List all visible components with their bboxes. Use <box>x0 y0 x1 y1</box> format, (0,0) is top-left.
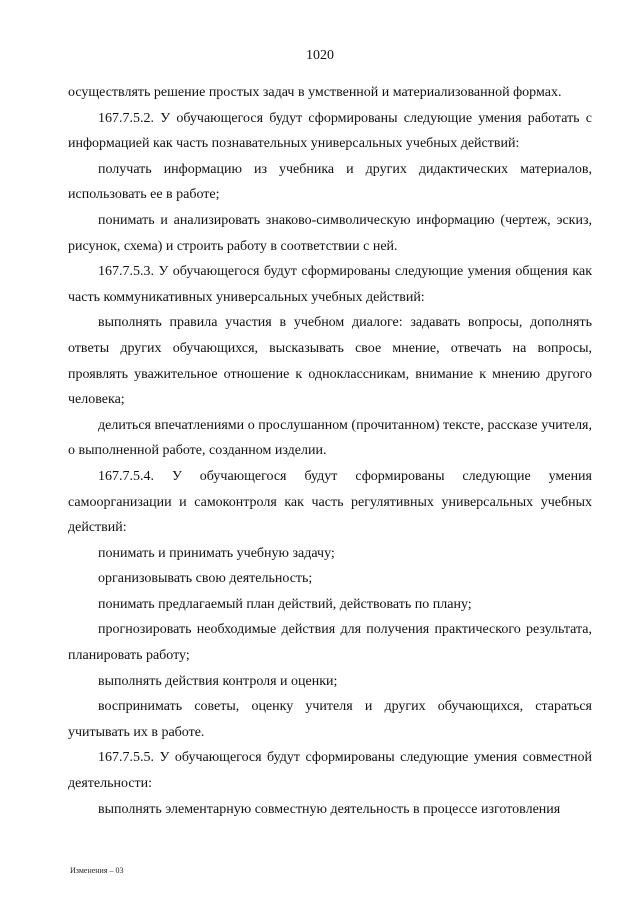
revision-footer: Изменения – 03 <box>70 866 124 875</box>
section-paragraph-167-7-5-4: 167.7.5.4. У обучающегося будут сформированы следующие умения самоорганизации и самоконтроля как часть регулятивных универсальных учебных действий: <box>68 468 592 536</box>
paragraph: осуществлять решение простых задач в умственной и материализованной формах. <box>68 85 562 100</box>
section-paragraph-167-7-5-3: 167.7.5.3. У обучающегося будут сформированы следующие умения общения как часть коммуникативных универсальных учебных действий: <box>68 264 592 305</box>
page-number: 1020 <box>306 48 334 63</box>
document-body <box>68 80 592 822</box>
section-paragraph-167-7-5-5: 167.7.5.5. У обучающегося будут сформированы следующие умения совместной деятельности: <box>68 750 592 792</box>
list-item: воспринимать советы, оценку учителя и других обучающихся, стараться учитывать их в работе. <box>68 699 592 740</box>
list-item: выполнять действия контроля и оценки; <box>98 673 338 689</box>
list-item: организовывать свою деятельность; <box>98 571 313 587</box>
list-item: понимать и принимать учебную задачу; <box>98 545 335 561</box>
list-item: понимать предлагаемый план действий, действовать по плану; <box>98 596 472 612</box>
list-item: прогнозировать необходимые действия для получения практического результата, планировать работу; <box>68 622 592 664</box>
list-item: делиться впечатлениями о прослушанном (прочитанном) тексте, рассказе учителя, о выполненной работе, созданном изделии. <box>68 417 592 459</box>
list-item: выполнять правила участия в учебном диалоге: задавать вопросы, дополнять ответы других обучающихся, высказывать свое мнение, отвечать на вопросы, проявлять уважительное отношение к одноклассникам, внимание к мнению другого человека; <box>68 315 592 408</box>
section-paragraph-167-7-5-2: 167.7.5.2. У обучающегося будут сформированы следующие умения работать с информацией как часть познавательных универсальных учебных действий: <box>68 110 592 152</box>
list-item: выполнять элементарную совместную деятельность в процессе изготовления <box>98 801 561 817</box>
list-item: понимать и анализировать знаково-символическую информацию (чертеж, эскиз, рисунок, схема) и строить работу в соответствии с ней. <box>68 212 592 254</box>
list-item: получать информацию из учебника и других дидактических материалов, использовать ее в работе; <box>68 161 592 203</box>
